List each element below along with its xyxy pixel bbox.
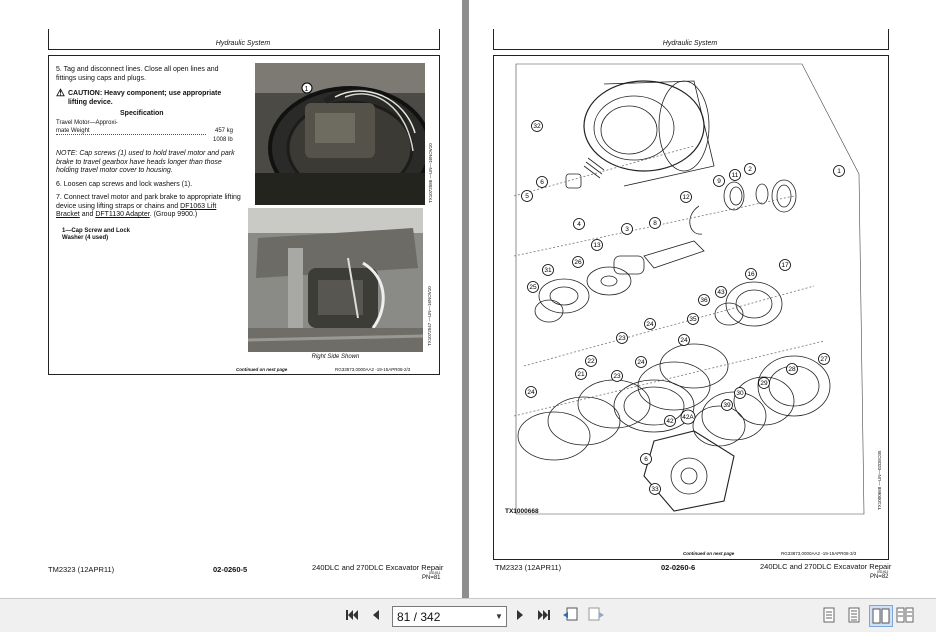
footer-pn: PN=81 — [422, 575, 441, 581]
go-back-icon — [562, 607, 580, 623]
callout-16 — [746, 269, 757, 280]
callout-24 — [645, 319, 656, 330]
photo-2-code: TX1072547 —UN—16NOV10 — [427, 286, 432, 346]
svg-text:1: 1 — [837, 168, 841, 176]
svg-text:24: 24 — [646, 321, 654, 329]
link-dft1130[interactable]: DFT1130 Adapter — [95, 211, 150, 218]
footer-page-number-right: 02-0260-6 — [661, 563, 696, 572]
callout-17 — [780, 260, 791, 271]
callout-39 — [722, 400, 733, 411]
callout-43 — [716, 287, 727, 298]
callout-6 — [641, 454, 652, 465]
spec-label-2: mate Weight — [56, 127, 206, 135]
spec-title: Specification — [120, 110, 164, 117]
continued-left: Continued on next page — [236, 367, 288, 372]
svg-text:16: 16 — [747, 271, 755, 279]
page-number-value: 81 / 342 — [397, 609, 441, 624]
svg-text:11: 11 — [731, 172, 739, 180]
callout-33 — [650, 484, 661, 495]
callout-35 — [688, 314, 699, 325]
svg-text:43: 43 — [717, 289, 725, 297]
right-page — [469, 0, 936, 598]
callout-13 — [592, 240, 603, 251]
svg-text:2: 2 — [748, 166, 752, 174]
caution-text: CAUTION: Heavy component; use appropriate lifting device. — [67, 90, 222, 106]
photo-1-graphic — [255, 63, 425, 205]
footer-title: 240DLC and 270DLC Excavator Repair — [312, 563, 444, 572]
svg-text:12: 12 — [682, 194, 690, 202]
footer-title-right: 240DLC and 270DLC Excavator Repair — [760, 562, 892, 571]
svg-text:22: 22 — [587, 358, 595, 366]
page-gutter — [462, 0, 469, 598]
svg-text:28: 28 — [788, 366, 796, 374]
photo-caption: Right Side Shown — [311, 354, 360, 360]
chevron-down-icon[interactable]: ▼ — [495, 612, 503, 621]
callout-29 — [759, 378, 770, 389]
svg-text:6: 6 — [540, 179, 544, 187]
svg-text:4: 4 — [577, 221, 581, 229]
footer-manual-id-right: TM2323 (12APR11) — [495, 563, 562, 572]
callout-23 — [617, 333, 628, 344]
single-page-icon — [822, 607, 836, 623]
svg-text:33: 33 — [651, 486, 659, 494]
step-7-text: 7. Connect travel motor and park brake to appropriate lifting device using lifting straps or chains and — [56, 194, 241, 210]
facing-view-button[interactable] — [869, 605, 893, 627]
last-page-button[interactable] — [535, 606, 553, 624]
callout-23 — [612, 371, 623, 382]
continued-right: Continued on next page — [683, 551, 735, 556]
diagram-side-code: TX1000668 —UN—02DEC05 — [877, 450, 882, 510]
next-page-icon — [515, 609, 525, 621]
left-page — [0, 0, 462, 598]
footer-small-code-right: 041911 — [877, 570, 889, 574]
callout-12 — [681, 192, 692, 203]
svg-text:31: 31 — [544, 267, 552, 275]
diagram-code: TX1000668 — [505, 508, 539, 515]
legend-cap-screw: 1—Cap Screw and Lock Washer (4 used) — [62, 228, 131, 241]
svg-text:42A: 42A — [682, 414, 694, 422]
single-page-view-button[interactable] — [820, 606, 838, 624]
svg-text:39: 39 — [723, 402, 731, 410]
callout-25 — [528, 282, 539, 293]
svg-text:13: 13 — [593, 242, 601, 250]
svg-text:5: 5 — [525, 193, 529, 201]
exploded-view-diagram — [494, 56, 886, 556]
continuous-facing-icon — [896, 607, 914, 623]
callout-3 — [622, 224, 633, 235]
callout-28 — [787, 364, 798, 375]
svg-text:3: 3 — [625, 226, 629, 234]
svg-text:35: 35 — [689, 316, 697, 324]
step-5: 5. Tag and disconnect lines. Close all open lines and fittings using caps and plugs. — [56, 66, 219, 82]
photo-1-code: TX1072586 —UN—16NOV10 — [428, 143, 433, 203]
go-forward-button[interactable] — [587, 606, 605, 624]
callout-labels — [522, 121, 845, 495]
svg-text:24: 24 — [527, 389, 535, 397]
callout-42A — [681, 410, 695, 424]
first-page-button[interactable] — [343, 606, 361, 624]
go-forward-icon — [587, 607, 605, 623]
previous-page-icon — [371, 609, 381, 621]
callout-2 — [745, 164, 756, 175]
svg-text:27: 27 — [820, 356, 828, 364]
caution — [56, 90, 234, 107]
step-6: 6. Loosen cap screws and lock washers (1). — [56, 181, 193, 188]
previous-page-button[interactable] — [367, 606, 385, 624]
svg-text:24: 24 — [637, 359, 645, 367]
step-7-and: and — [81, 211, 94, 218]
continuous-facing-view-button[interactable] — [896, 606, 914, 624]
photo-travel-motor-side — [248, 208, 423, 352]
footer-pn-right: PN=82 — [870, 574, 889, 580]
first-page-icon — [345, 609, 359, 621]
callout-5 — [522, 191, 533, 202]
spec-value-1: 457 kg — [215, 128, 234, 134]
callout-26 — [573, 257, 584, 268]
callout-8 — [650, 218, 661, 229]
spec-label-1: Travel Motor—Approxi- — [56, 120, 118, 126]
callout-32 — [532, 121, 543, 132]
callout-21 — [576, 369, 587, 380]
facing-pages-icon — [872, 608, 890, 624]
callout-31 — [543, 265, 554, 276]
callout-24 — [526, 387, 537, 398]
svg-text:17: 17 — [781, 262, 789, 270]
continuous-view-button[interactable] — [845, 606, 863, 624]
svg-text:9: 9 — [717, 178, 721, 186]
svg-text:30: 30 — [736, 390, 744, 398]
go-back-button[interactable] — [562, 606, 580, 624]
callout-42 — [665, 416, 676, 427]
page-number-input[interactable] — [392, 606, 507, 627]
warning-icon: ⚠ — [56, 88, 65, 99]
link-df1063[interactable]: DF1063 Lift Bracket — [56, 202, 217, 218]
footer-page-number: 02-0260-5 — [213, 565, 248, 574]
callout-36 — [699, 295, 710, 306]
footer-small-code: 041911 — [429, 571, 441, 575]
next-page-button[interactable] — [511, 606, 529, 624]
callout-9 — [714, 176, 725, 187]
svg-text:25: 25 — [529, 284, 537, 292]
svg-text:21: 21 — [577, 371, 585, 379]
step-7-end: . (Group 9900.) — [149, 211, 198, 218]
ref-code-right: RG33873,0000AA2 -19-15APR08-3/3 — [781, 551, 857, 556]
svg-text:8: 8 — [653, 220, 657, 228]
photo-2-graphic — [248, 208, 423, 352]
note: NOTE: Cap screws (1) used to hold travel motor and park brake to travel gearbox have heads longer than those holding travel motor cover to housing. — [56, 150, 235, 174]
svg-text:29: 29 — [760, 380, 768, 388]
callout-6 — [537, 177, 548, 188]
callout-30 — [735, 388, 746, 399]
footer-manual-id: TM2323 (12APR11) — [48, 565, 115, 574]
svg-text:1: 1 — [304, 86, 309, 93]
svg-text:32: 32 — [533, 123, 541, 131]
callout-24 — [679, 335, 690, 346]
callout-22 — [586, 356, 597, 367]
page-header-right: Hydraulic System — [662, 40, 718, 47]
last-page-icon — [537, 609, 551, 621]
svg-text:6: 6 — [644, 456, 648, 464]
callout-4 — [574, 219, 585, 230]
svg-text:24: 24 — [680, 337, 688, 345]
page-header: Hydraulic System — [215, 40, 271, 47]
spec-value-2: 1008 lb — [213, 137, 233, 143]
callout-1 — [834, 166, 845, 177]
svg-text:23: 23 — [613, 373, 621, 381]
step-7 — [56, 194, 241, 220]
callout-24 — [636, 357, 647, 368]
svg-text:36: 36 — [700, 297, 708, 305]
photo-travel-motor-top — [255, 63, 425, 205]
continuous-page-icon — [847, 607, 861, 623]
callout-27 — [819, 354, 830, 365]
ref-code-left: RG33873,0000AA2 -19-15APR08-2/3 — [335, 367, 411, 372]
callout-11 — [730, 170, 741, 181]
svg-text:42: 42 — [666, 418, 674, 426]
svg-text:26: 26 — [574, 259, 582, 267]
svg-text:23: 23 — [618, 335, 626, 343]
